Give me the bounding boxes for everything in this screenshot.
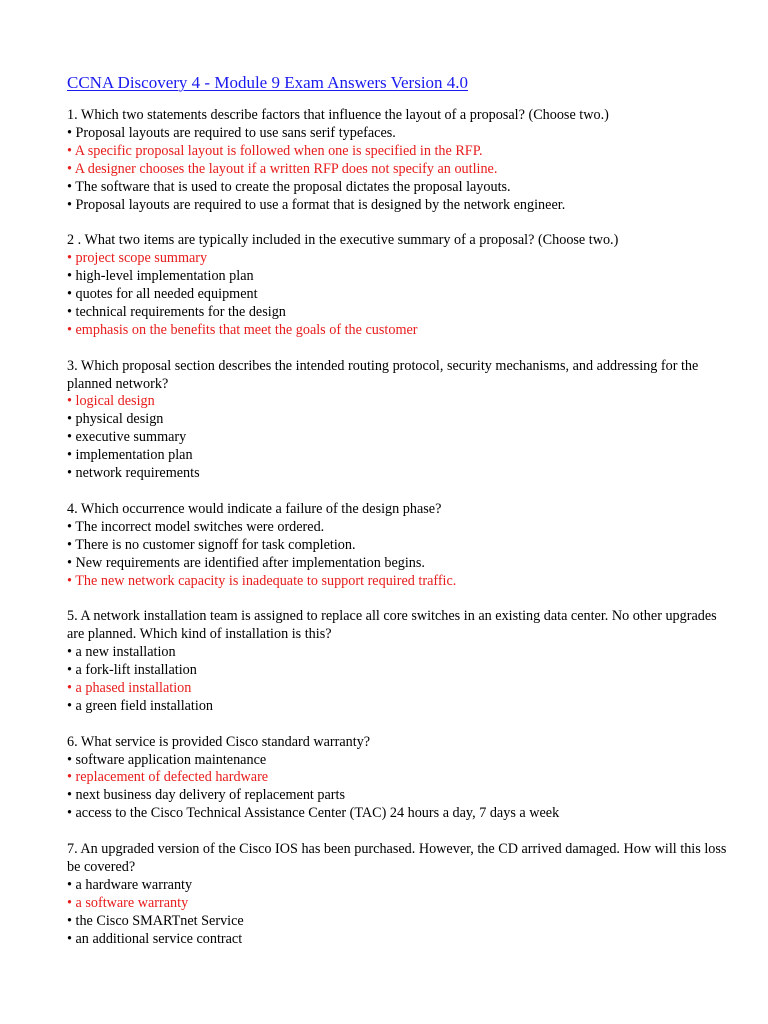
question-text: 7. An upgraded version of the Cisco IOS has been purchased. However, the CD arrived damaged. How will this loss be covered? [67, 841, 727, 875]
document-title-link[interactable]: CCNA Discovery 4 - Module 9 Exam Answers Version 4.0 [67, 73, 469, 92]
answer-option: • logical design [67, 393, 155, 410]
question-text: 3. Which proposal section describes the intended routing protocol, security mechanisms, and addressing for the planned network? [67, 357, 699, 392]
question-2 [67, 232, 728, 339]
question-text: 1. Which two statements describe factors that influence the layout of a proposal? (Choose two.) [67, 107, 609, 123]
answer-option: • replacement of defected hardware [67, 769, 269, 786]
answer-option: • a fork-lift installation [67, 662, 197, 679]
answer-option: • A specific proposal layout is followed when one is specified in the RFP. [67, 142, 483, 159]
question-text: 4. Which occurrence would indicate a failure of the design phase? [67, 500, 442, 517]
answer-option: • network requirements [67, 465, 200, 482]
answer-option: • emphasis on the benefits that meet the goals of the customer [67, 321, 418, 338]
answer-option: • a green field installation [67, 697, 214, 714]
question-5 [67, 608, 728, 715]
question-text: 5. A network installation team is assigned to replace all core switches in an existing data center. No other upgrades are planned. Which kind of installation is this? [67, 608, 717, 643]
question-4 [67, 501, 728, 591]
answer-option: • executive summary [67, 429, 187, 446]
answer-option: • access to the Cisco Technical Assistance Center (TAC) 24 hours a day, 7 days a week [67, 805, 560, 822]
answer-option: • an additional service contract [67, 930, 243, 947]
answer-option: • physical design [67, 411, 164, 428]
answer-option: • a software warranty [67, 894, 189, 911]
question-1 [67, 107, 728, 214]
answer-option: • a new installation [67, 644, 176, 661]
answer-option: • The new network capacity is inadequate to support required traffic. [67, 572, 457, 589]
question-3 [67, 358, 728, 483]
answer-option: • next business day delivery of replacement parts [67, 787, 345, 804]
answer-option: • There is no customer signoff for task completion. [67, 536, 356, 553]
answer-option: • implementation plan [67, 447, 193, 464]
answer-option: • Proposal layouts are required to use sans serif typefaces. [67, 124, 396, 141]
question-6 [67, 734, 728, 824]
question-text: 6. What service is provided Cisco standard warranty? [67, 733, 371, 750]
answer-option: • a phased installation [67, 679, 192, 696]
answer-option: • New requirements are identified after implementation begins. [67, 554, 425, 571]
answer-option: • high-level implementation plan [67, 268, 254, 285]
question-7 [67, 841, 728, 948]
answer-option: • project scope summary [67, 250, 208, 267]
answer-option: • Proposal layouts are required to use a format that is designed by the network engineer. [67, 196, 566, 213]
answer-option: • The software that is used to create the proposal dictates the proposal layouts. [67, 178, 511, 195]
answer-option: • software application maintenance [67, 751, 267, 768]
question-list [67, 107, 728, 949]
answer-option: • quotes for all needed equipment [67, 286, 258, 303]
question-text: 2 . What two items are typically included in the executive summary of a proposal? (Choose two.) [67, 232, 619, 249]
answer-option: • the Cisco SMARTnet Service [67, 912, 244, 929]
answer-option: • a hardware warranty [67, 876, 193, 893]
answer-option: • The incorrect model switches were ordered. [67, 518, 325, 535]
answer-option: • technical requirements for the design [67, 303, 286, 320]
answer-option: • A designer chooses the layout if a written RFP does not specify an outline. [67, 160, 498, 177]
